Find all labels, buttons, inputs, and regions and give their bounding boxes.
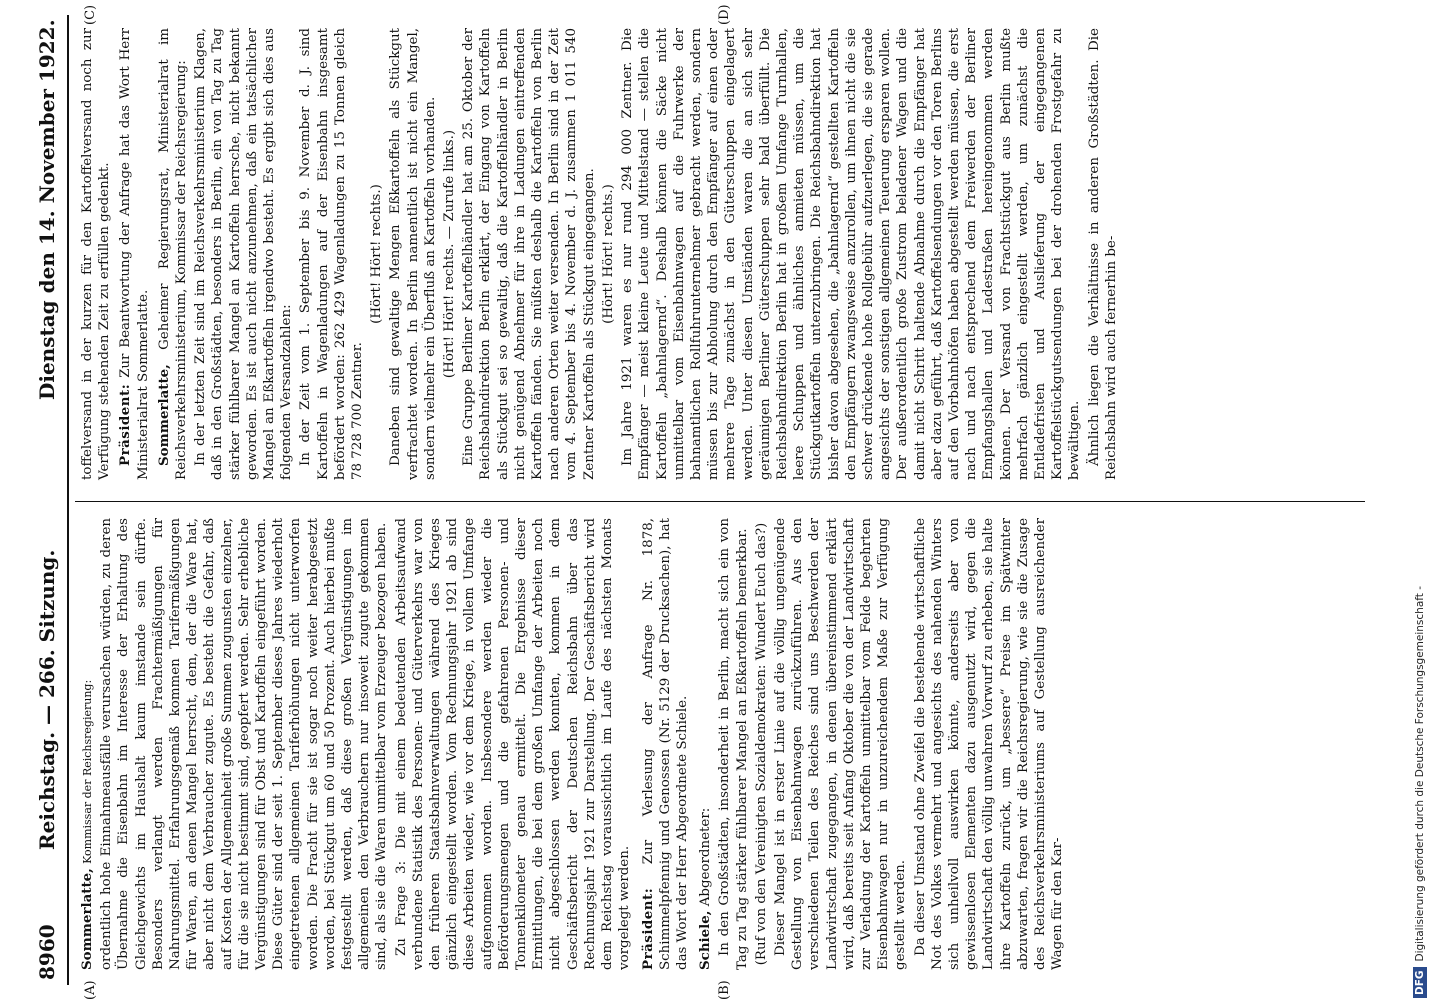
paragraph: Im Jahre 1921 waren es nur rund 294 000 Zentner. Die Empfänger — meist kleine Leute und Mittelstand — stellen die Kartoffeln „bahnlagernd“. Deshalb können die Säcke nicht unmittelbar vom Eisenbahnwagen auf die Fuhrwerke der bahnamtlichen Rollfuhrunternehmer gebracht werden, sondern müssen bis zur Abholung durch den Empfänger auf einen oder mehrere Tage zunächst in den Güterschuppen eingelagert werden. Unter diesen Umständen waren die an sich sehr geräumigen Berliner Güterschuppen sehr bald überfüllt. Die Reichsbahndirektion Berlin hat in großem Umfange Turnhallen, leere Schuppen und ähnliches anmieten müssen, um die Stückgutkartoffeln unterzubringen. Die Reichsbahndirektion hat bisher davon abgesehen, die „bahnlagernd“ gestellten Kartoffeln den Empfängern zwangsweise anzurollen, um ihnen nicht die sie schwer drückende hohe Rollgebühr aufzuerlegen, die sie gerade angesichts der sonstigen allgemeinen Teuerung ersparen wollen. Der außerordentlich große Zustrom beladener Wagen und die damit nicht Schritt haltende Abnahme durch die Empfänger hat aber dazu geführt, daß Kartoffelsendungen vor den Toren Berlins auf den Vorbahnhöfen haben abgestellt werden müssen, die erst nach und nach entsprechend dem Freiwerden der Berliner Empfangshallen und Ladestraßen hereingenommen werden können. Der Versand von Frachtstückgut aus Berlin mußte mehrfach gänzlich eingestellt werden, um zunächst die Entladefristen und Auslieferung der eingegangenen Kartoffelstückgutsendungen bei der drohenden Frostgefahr zu bewältigen. <box>620 28 1083 480</box>
session-title: Reichstag. — 266. Sitzung. <box>35 549 59 850</box>
session-date: Dienstag den 14. November 1922. <box>35 19 59 400</box>
speaker-role: Abgeordneter: <box>698 807 714 907</box>
margin-mark-c: (C) <box>83 4 98 25</box>
margin-mark-d: (D) <box>717 4 732 25</box>
president-line <box>117 28 151 480</box>
speaker-role: Geheimer Regierungsrat, Ministerialrat im Reichsverkehrsministerium, Kommissar der Reichsregierung: <box>156 28 190 480</box>
interjection: (Hört! Hört! rechts.) <box>369 184 385 324</box>
paragraph: ordentlich hohe Einnahmeausfälle verursachen würden, zu deren Übernahme die Eisenbahn im Interesse der Erhaltung des Gleichgewichts im Haushalt kaum imstande sein dürfte. Besonders verlangt werden Frachtermäßigungen für Nahrungsmittel. Erfahrungsgemäß kommen Tarifermäßigungen für Waren, an denen Mangel herrscht, dem, der die Ware hat, aber nicht dem Verbraucher zugute. Es besteht die Gefahr, daß auf Kosten der Allgemeinheit große Summen zugunsten einzelner, für die sie nicht bestimmt sind, geopfert werden. Sehr erhebliche Vergünstigungen sind für Obst und Kartoffeln eingeführt worden. Diese Güter sind der seit 1. September dieses Jahres wiederholt eingetretenen allgemeinen Tariferhöhungen nicht unterworfen worden. Die Fracht für sie ist sogar noch weiter herabgesetzt worden, bei Stückgut um 60 und 50 Prozent. Auch hierbei mußte festgestellt werden, daß diese großen Vergünstigungen im allgemeinen den Verbrauchern nur insoweit zugute gekommen sind, als sie die Waren unmittelbar vom Erzeuger bezogen haben. <box>99 518 390 970</box>
column-divider <box>75 501 1365 502</box>
speaker-role: Kommissar der Reichsregierung: <box>81 679 94 864</box>
speaker-line <box>156 28 190 480</box>
credit-text: Digitalisierung gefördert durch die Deutsche Forschungsgemeinschaft - <box>1414 585 1426 962</box>
president-text: Zur Beantwortung der Anfrage hat das Wort Herr Ministerialrat Sommerlatte. <box>118 28 151 480</box>
paragraph: In der Zeit vom 1. September bis 9. November d. J. sind Kartoffeln in Wagenladungen auf der Eisenbahn insgesamt befördert worden: 262 429 Wagenladungen zu 15 Tonnen gleich 78 728 700 Zentner. <box>298 28 366 480</box>
speaker-name: Präsident: <box>117 383 134 466</box>
paragraph: Ähnlich liegen die Verhältnisse in anderen Großstädten. Die Reichsbahn wird auch fernerhin be- <box>1086 28 1119 480</box>
header-rule <box>67 15 69 985</box>
right-column <box>79 28 1122 480</box>
digitization-credit <box>1408 8 1432 998</box>
paragraph: Eine Gruppe Berliner Kartoffelhändler hat am 25. Oktober der Reichsbahndirektion Berlin erklärt, der Eingang von Kartoffeln als Stückgut sei so gewaltig, daß die Kartoffelhändler in Berlin nicht genügend Abnehmer für ihre in Ladungen eintreffenden Kartoffeln fänden. Sie müßten deshalb die Kartoffeln von Berlin nach anderen Orten weiter versenden. In Berlin sind in der Zeit vom 4. September bis 4. November d. J. zusammen 1 011 540 Zentner Kartoffeln als Stückgut eingegangen. <box>461 28 597 480</box>
page-header <box>35 0 65 1000</box>
rotated-page <box>17 0 1417 1000</box>
speaker-name: Sommerlatte, <box>79 868 95 970</box>
paragraph: Zu Frage 3: Die mit einem bedeutenden Arbeitsaufwand verbundene Statistik des Personen- und Güterverkehrs war von den früheren Staatsbahnverwaltungen während des Krieges gänzlich eingestellt worden. Vom Rechnungsjahr 1921 ab sind diese Arbeiten wieder, wie vor dem Kriege, in vollem Umfange aufgenommen worden. Insbesondere werden wieder die Beförderungsmengen und die gefahrenen Personen- und Tonnenkilometer genau ermittelt. Die Ergebnisse dieser Ermittlungen, die bei dem großen Umfange der Arbeiten noch nicht abgeschlossen werden konnten, kommen in dem Geschäftsbericht der Deutschen Reichsbahn über das Rechnungsjahr 1921 zur Darstellung. Der Geschäftsbericht wird dem Reichstag voraussichtlich im Laufe des nächsten Monats vorgelegt werden. <box>393 518 633 970</box>
page-number: 8960 <box>35 924 59 980</box>
dfg-logo: DFG <box>1413 967 1427 998</box>
president-line <box>640 518 692 970</box>
speaker-line <box>79 518 96 970</box>
paragraph: Daneben sind gewaltige Mengen Eßkartoffeln als Stückgut verfrachtet worden. In Berlin namentlich ist nicht ein Mangel, sondern vielmehr ein Überfluß an Kartoffeln vorhanden. <box>388 28 438 480</box>
margin-mark-a: (A) <box>83 980 98 1000</box>
president-text: Zur Verlesung der Anfrage Nr. 1878, Schimmelpfennig und Genossen (Nr. 5129 der Drucksachen), hat das Wort der Herr Abgeordnete Schiele. <box>640 518 690 970</box>
speaker-name: Sommerlatte, <box>155 364 172 466</box>
speaker-name: Schiele, <box>697 910 714 970</box>
interjection: (Hört! Hört! rechts.) <box>600 184 616 324</box>
speaker-name: Präsident: <box>639 887 656 970</box>
margin-mark-b: (B) <box>717 980 732 1000</box>
paragraph: Da dieser Umstand ohne Zweifel die bestehende wirtschaftliche Not des Volkes vermehrt und angesichts des nahenden Winters sich unheilvoll auswirken könnte, anderseits aber von gewissenlosen Elementen dazu ausgenutzt wird, gegen die Landwirtschaft den völlig unwahren Vorwurf zu erheben, sie halte ihre Kartoffeln zurück, um „bessere“ Preise im Spätwinter abzuwarten, fragen wir die Reichsregierung, wie sie die Zusage des Reichsverkehrsministeriums auf Gestellung ausreichender Wagen für den Kar- <box>912 518 1066 970</box>
paragraph: Dieser Mangel ist in erster Linie auf die völlig ungenügende Gestellung von Eisenbahnwagen zurückzuführen. Aus den verschiedenen Teilen des Reiches sind uns Beschwerden der Landwirtschaft zugegangen, in denen übereinstimmend erklärt wird, daß bereits seit Anfang Oktober die von der Landwirtschaft zur Verladung der Kartoffeln unmittelbar vom Felde begehrten Eisenbahnwagen nur in unzureichendem Maße zur Verfügung gestellt werden. <box>772 518 909 970</box>
speaker-line <box>697 518 714 970</box>
interjection: (Ruf von den Vereinigten Sozialdemokraten: Wundert Euch das?) <box>753 522 769 966</box>
paragraph: In der letzten Zeit sind im Reichsverkehrsministerium Klagen, daß in den Großstädten, besonders in Berlin, ein von Tag zu Tag stärker fühlbarer Mangel an Kartoffeln herrsche, nicht bekannt geworden. Es ist auch nicht anzunehmen, daß ein tatsächlicher Mangel an Eßkartoffeln irgendwo besteht. Es ergibt sich dies aus folgenden Versandzahlen: <box>193 28 295 480</box>
interjection: (Hört! Hört! rechts. — Zurufe links.) <box>442 129 458 379</box>
paragraph: toffelversand in der kurzen für den Kartoffelversand noch zur Verfügung stehenden Zeit zu erfüllen gedenkt. <box>80 28 113 480</box>
left-column <box>79 518 1068 970</box>
paragraph: In den Großstädten, insonderheit in Berlin, macht sich ein von Tag zu Tag stärker fühlbarer Mangel an Eßkartoffeln bemerkbar. <box>717 518 750 970</box>
